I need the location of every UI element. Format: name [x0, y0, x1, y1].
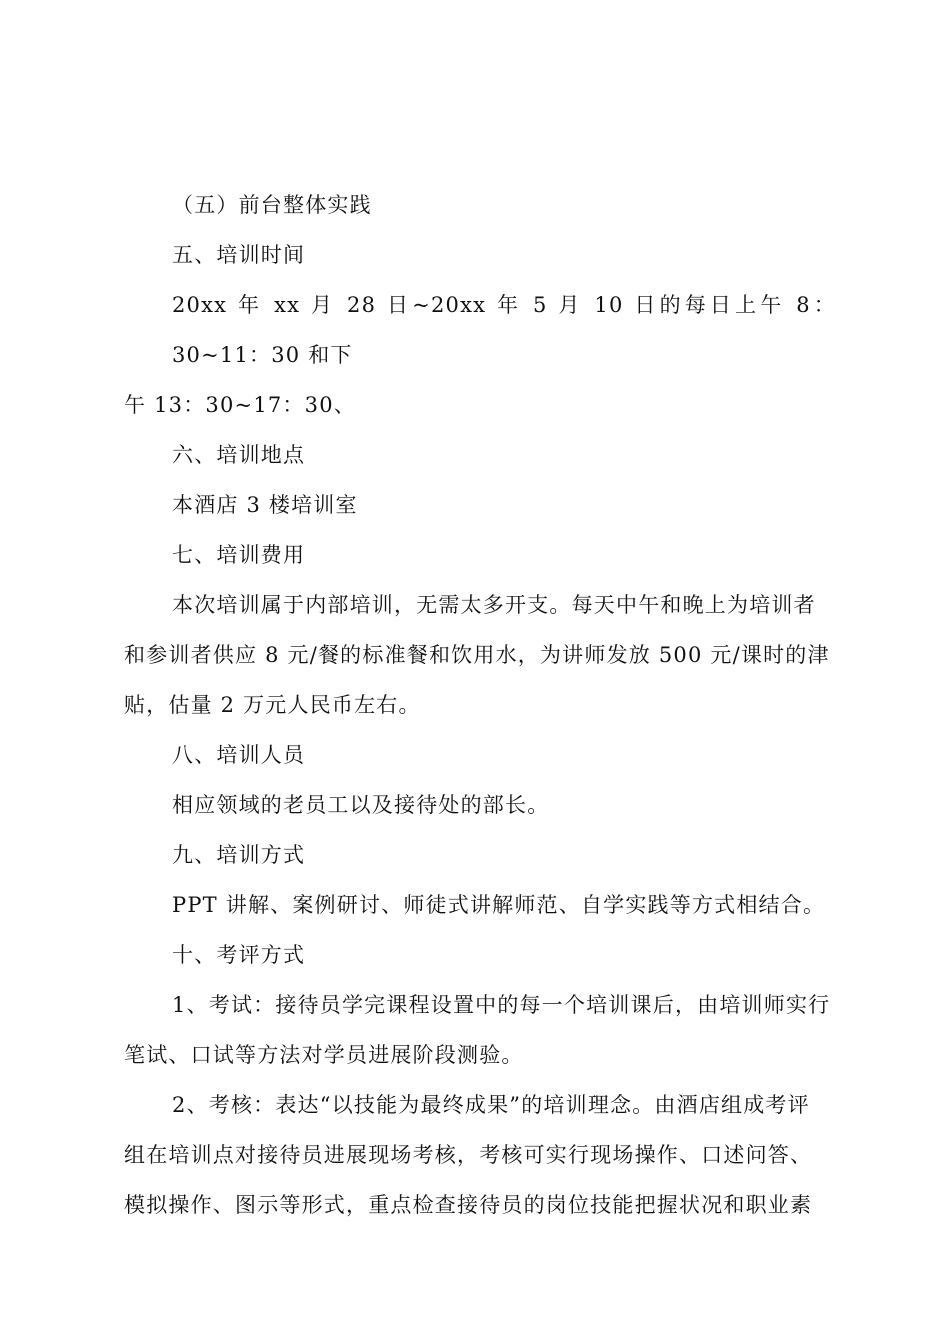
text-line: 六、培训地点: [172, 443, 306, 467]
section-heading-evaluation-method: [124, 930, 836, 980]
text-line: 十、考评方式: [172, 943, 306, 967]
document-body: [124, 180, 836, 1230]
text-line: 八、培训人员: [172, 743, 306, 767]
text-line: 组在培训点对接待员进展现场考核，考核可实行现场操作、口述问答、: [124, 1143, 813, 1167]
text-line: 贴，估量 2 万元人民币左右。: [124, 693, 421, 717]
text-line: 笔试、口试等方法对学员进展阶段测验。: [124, 1043, 524, 1067]
text-line: 七、培训费用: [172, 543, 306, 567]
text-line: （五）前台整体实践: [172, 193, 372, 217]
text-line: 20xx 年 xx 月 28 日~20xx 年 5 月 10 日的每日上午 8：30~11：30 和下: [172, 293, 836, 367]
section-heading-training-location: [124, 430, 836, 480]
text-line: 和参训者供应 8 元/餐的标准餐和饮用水，为讲师发放 500 元/课时的津: [124, 643, 830, 667]
section-heading-front-desk-practice: [124, 180, 836, 230]
paragraph-evaluation-exam: [124, 980, 836, 1080]
paragraph-training-personnel: [124, 780, 836, 830]
section-heading-training-cost: [124, 530, 836, 580]
section-heading-training-personnel: [124, 730, 836, 780]
text-line: PPT 讲解、案例研讨、师徒式讲解师范、自学实践等方式相结合。: [172, 893, 826, 917]
section-heading-training-time: [124, 230, 836, 280]
text-line: 午 13：30~17：30、: [124, 393, 356, 417]
paragraph-training-cost: [124, 580, 836, 730]
paragraph-evaluation-assessment: [124, 1080, 836, 1230]
text-line: 相应领域的老员工以及接待处的部长。: [172, 793, 550, 817]
text-line: 本次培训属于内部培训，无需太多开支。每天中午和晚上为培训者: [172, 593, 816, 617]
text-line: 2、考核：表达“以技能为最终成果”的培训理念。由酒店组成考评: [172, 1093, 810, 1117]
text-line: 本酒店 3 楼培训室: [172, 493, 358, 517]
paragraph-training-time: [124, 280, 836, 430]
section-heading-training-method: [124, 830, 836, 880]
paragraph-training-method: [124, 880, 836, 930]
text-line: 九、培训方式: [172, 843, 306, 867]
text-line: 五、培训时间: [172, 243, 306, 267]
paragraph-training-location: [124, 480, 836, 530]
text-line: 1、考试：接待员学完课程设置中的每一个培训课后，由培训师实行: [172, 993, 831, 1017]
text-line: 模拟操作、图示等形式，重点检查接待员的岗位技能把握状况和职业素: [124, 1193, 813, 1217]
